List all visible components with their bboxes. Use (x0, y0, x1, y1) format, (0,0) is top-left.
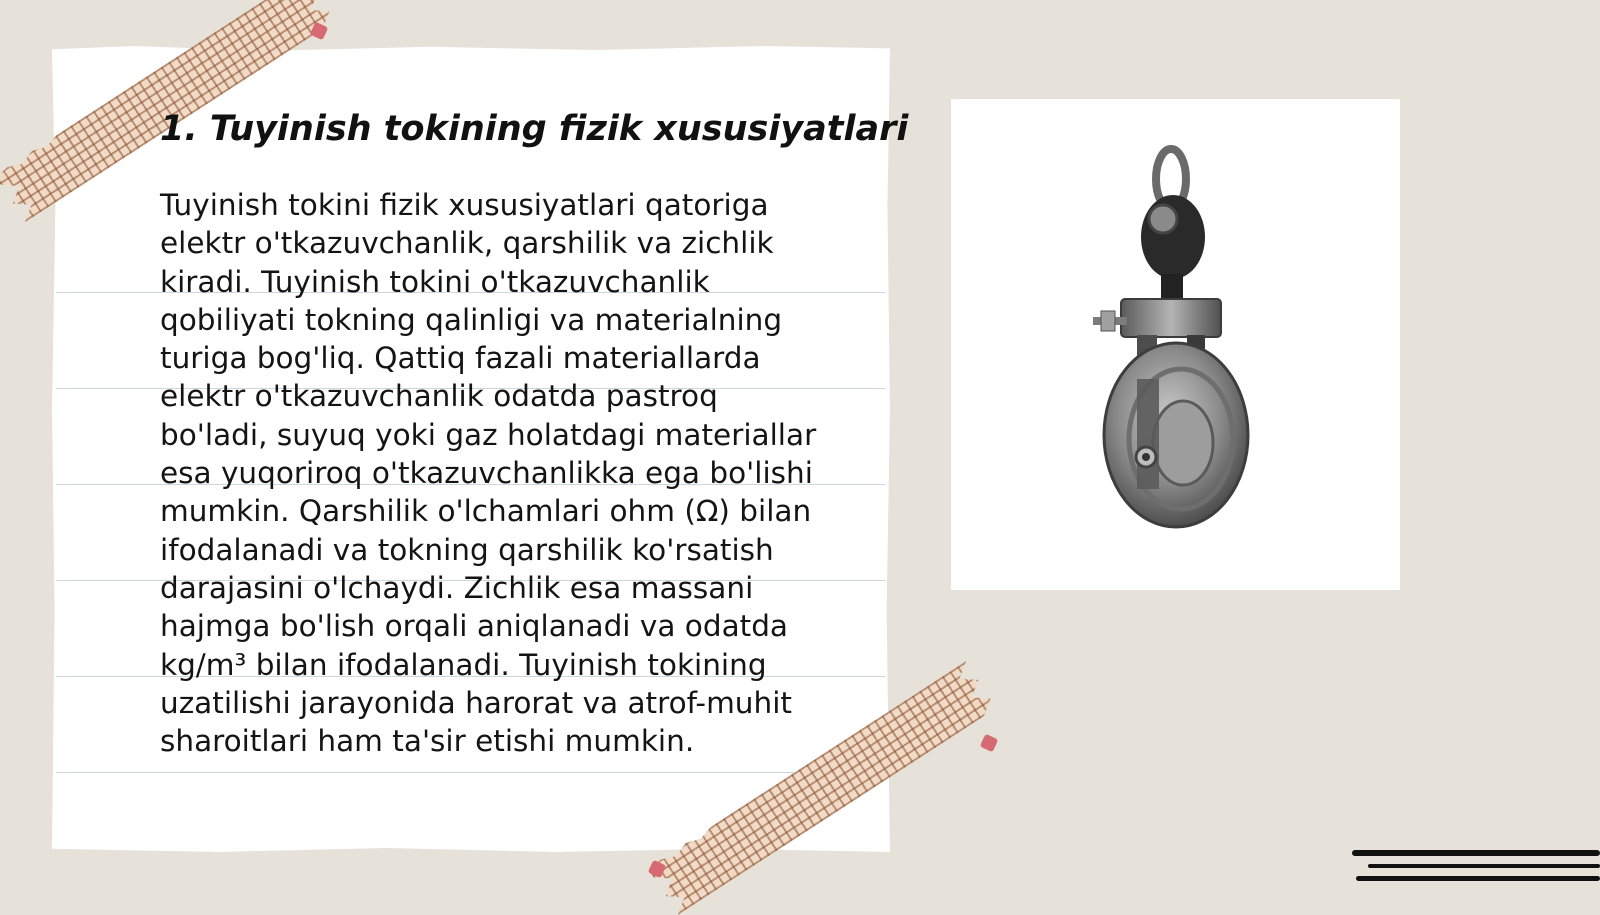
photo-card (951, 99, 1400, 590)
tape-pin (980, 734, 999, 753)
slide-body-text: Tuyinish tokini fizik xususiyatlari qatoriga elektr o'tkazuvchanlik, qarshilik va zichlik kiradi. Tuyinish tokini o'tkazuvchanlik qobiliyati tokning qalinligi va materialning turiga bog'liq. Qattiq fazali materiallarda elektr o'tkazuvchanlik odatda pastroq bo'ladi, suyuq yoki gaz holatdagi materiallar esa yuqoriroq o'tkazuvchanlikka ega bo'lishi mumkin. Qarshilik o'lchamlari ohm (Ω) bilan ifodalanadi va tokning qarshilik ko'rsatish darajasini o'lchaydi. Zichlik esa massani hajmga bo'lish orqali aniqlanadi va odatda kg/m³ bilan ifodalanadi. Tuyinish tokining uzatilishi jarayonida harorat va atrof-muhit sharoitlari ham ta'sir etishi mumkin. (160, 188, 817, 759)
slide-title: 1. Tuyinish tokining fizik xususiyatlari (160, 109, 909, 149)
pulley-block-icon (951, 99, 1400, 590)
paper-rule (56, 772, 886, 773)
decorative-stroke-lines (1350, 846, 1600, 886)
